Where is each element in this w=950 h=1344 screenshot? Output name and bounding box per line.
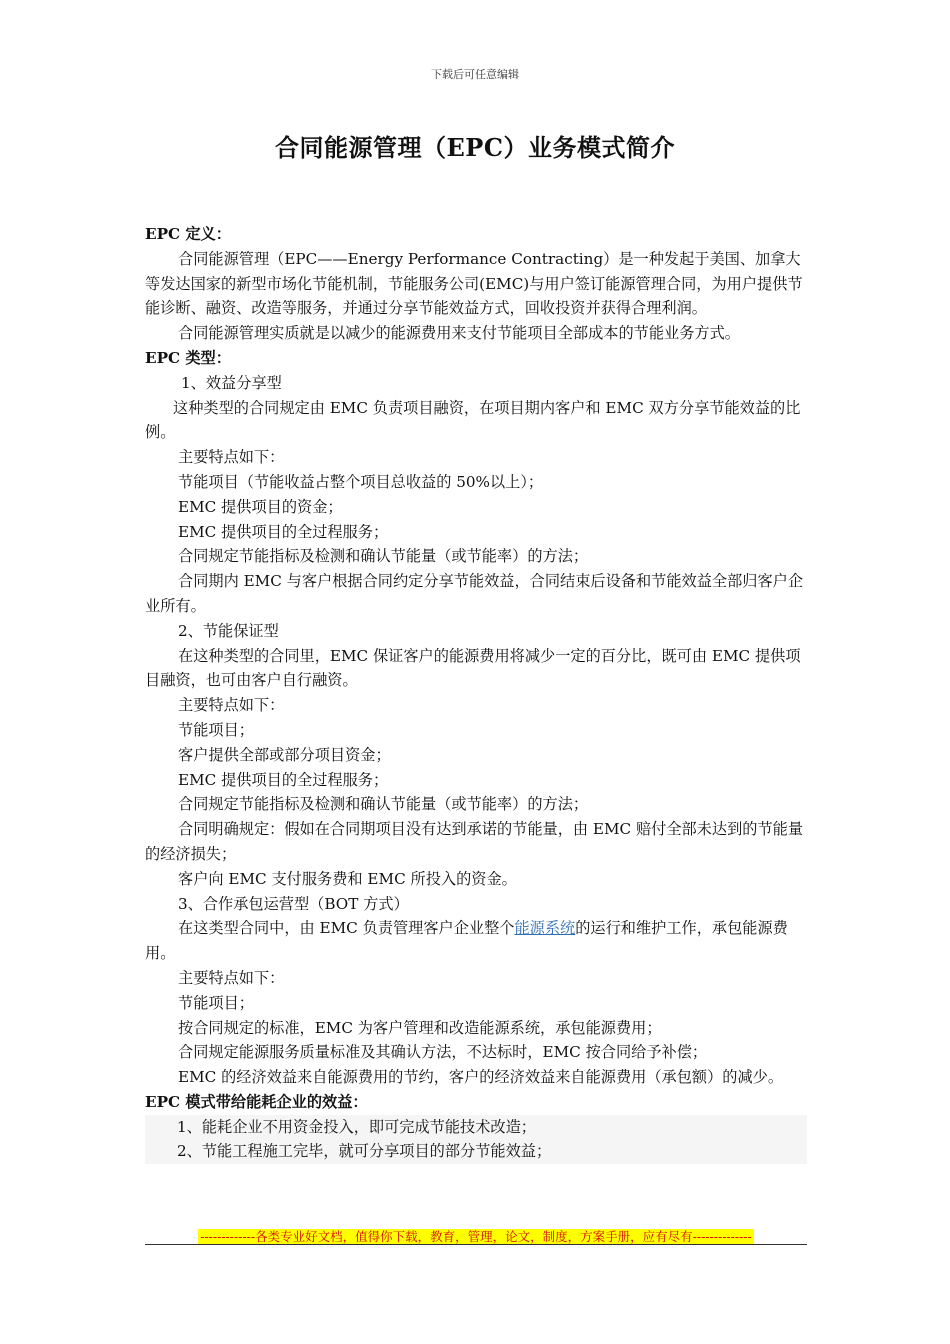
type3-description bbox=[145, 916, 807, 966]
type3-feature: EMC 的经济效益来自能源费用的节约，客户的经济效益来自能源费用（承包额）的减少。 bbox=[178, 1068, 784, 1087]
section-heading-definition: EPC 定义： bbox=[145, 225, 231, 243]
type3-feature: 节能项目； bbox=[178, 993, 254, 1012]
paragraph-definition: 合同能源管理（EPC——Energy Performance Contracting）是一种发起于美国、加拿大等发达国家的新型市场化节能机制，节能服务公司(EMC)与用户签订能源管理合同，为用户提供节能诊断、融资、改造等服务，并通过分享节能效益方式，回收投资并获得合理利润。 bbox=[145, 249, 803, 318]
type2-feature: 客户提供全部或部分项目资金； bbox=[178, 745, 391, 764]
type3-desc-before: 在这类型合同中，由 EMC 负责管理客户企业整个 bbox=[178, 919, 515, 938]
type3-feature: 按合同规定的标准，EMC 为客户管理和改造能源系统，承包能源费用； bbox=[178, 1018, 662, 1037]
benefit-item: 2、节能工程施工完毕，就可分享项目的部分节能效益； bbox=[145, 1139, 807, 1164]
type1-feature: EMC 提供项目的资金； bbox=[178, 497, 343, 516]
type1-feature: 合同规定节能指标及检测和确认节能量（或节能率）的方法； bbox=[178, 547, 589, 566]
type1-feature: EMC 提供项目的全过程服务； bbox=[178, 522, 389, 541]
header-note: 下载后可任意编辑 bbox=[431, 68, 519, 81]
type1-title: 1、效益分享型 bbox=[181, 373, 282, 392]
type3-feature: 合同规定能源服务质量标准及其确认方法，不达标时，EMC 按合同给予补偿； bbox=[178, 1043, 708, 1062]
energy-system-link[interactable]: 能源系统 bbox=[514, 919, 576, 938]
benefit-item: 1、能耗企业不用资金投入，即可完成节能技术改造； bbox=[145, 1115, 807, 1140]
type2-feature: 合同规定节能指标及检测和确认节能量（或节能率）的方法； bbox=[178, 795, 589, 814]
type3-desc-after: 的运行和维护工作，承包能源费用。 bbox=[145, 919, 788, 963]
section-heading-types: EPC 类型： bbox=[145, 348, 231, 367]
type2-feature: EMC 提供项目的全过程服务； bbox=[178, 770, 389, 789]
paragraph-essence: 合同能源管理实质就是以减少的能源费用来支付节能项目全部成本的节能业务方式。 bbox=[178, 324, 740, 343]
type2-description: 在这种类型的合同里，EMC 保证客户的能源费用将减少一定的百分比，既可由 EMC 提供项目融资，也可由客户自行融资。 bbox=[145, 646, 801, 690]
type2-feature: 节能项目； bbox=[178, 720, 254, 739]
type1-features-label: 主要特点如下： bbox=[178, 448, 285, 467]
type1-feature: 节能项目（节能收益占整个项目总收益的 50%以上）； bbox=[178, 472, 544, 491]
type1-feature: 合同期内 EMC 与客户根据合同约定分享节能效益，合同结束后设备和节能效益全部归客户企业所有。 bbox=[145, 572, 804, 615]
type3-features-label: 主要特点如下： bbox=[178, 968, 285, 987]
type3-title: 3、合作承包运营型（BOT 方式） bbox=[178, 894, 409, 913]
footer-banner-text: -------------各类专业好文档，值得你下载，教育，管理，论文，制度，方案手册，应有尽有-------------- bbox=[200, 1229, 752, 1244]
document-body bbox=[145, 222, 807, 1164]
footer-banner bbox=[145, 1226, 807, 1245]
document-title: 合同能源管理（EPC）业务模式简介 bbox=[275, 133, 675, 162]
section-heading-benefits: EPC 模式带给能耗企业的效益： bbox=[145, 1092, 368, 1111]
type1-description: 这种类型的合同规定由 EMC 负责项目融资，在项目期内客户和 EMC 双方分享节能效益的比例。 bbox=[145, 398, 801, 442]
type2-feature: 合同明确规定：假如在合同期项目没有达到承诺的节能量，由 EMC 赔付全部未达到的节能量的经济损失； bbox=[145, 820, 804, 863]
type2-feature: 客户向 EMC 支付服务费和 EMC 所投入的资金。 bbox=[178, 869, 517, 888]
type2-title: 2、节能保证型 bbox=[178, 621, 279, 640]
type2-features-label: 主要特点如下： bbox=[178, 696, 285, 715]
